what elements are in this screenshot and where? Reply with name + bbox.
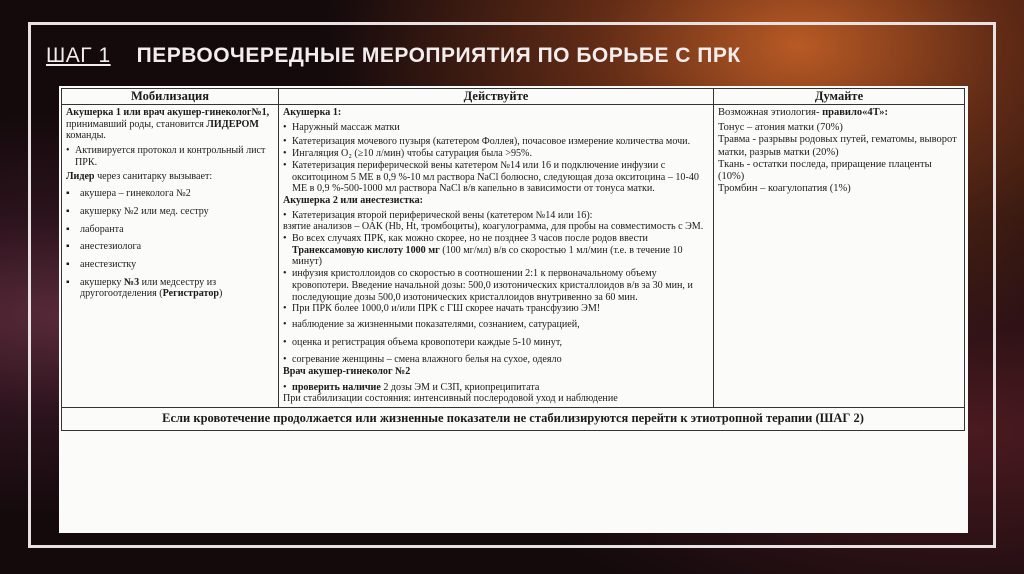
doctor2-heading: Врач акушер-гинеколог №2 [283, 366, 411, 378]
list-item: • инфузия кристоллоидов со скоростью в соотношении 2:1 к первоначальному объему кровопотери. Введение начальной дозы: 500,0 изотонических кристаллоидов в/в за 30 мин, и последующие дозы 500,0 изотонических кристаллоидов внутривенно за 60 мин. [283, 268, 709, 303]
table-footer: Если кровотечение продолжается или жизненные показатели не стабилизируются перейти к этиотропной терапии (ШАГ 2) [62, 408, 965, 431]
leader-line: Лидер через санитарку вызывает: [66, 170, 213, 182]
list-item: • Катетеризация периферической вены катетером №14 или 16 и подключение инфузии с окситоцином 5 МЕ в 0,9 %-10 мл раствора NaCl болюсно, следующая доза окситоцина – 10-40 МЕ в 0,9 %-500-1000 мл раствора NaCl в/в капельно в зависимости от тонуса матки. [283, 160, 709, 195]
list-item: • Катетеризация мочевого пузыря (катетером Фоллея), почасовое измерение количества мочи. [283, 136, 709, 148]
protocol-table [61, 88, 965, 431]
stabilization-text: При стабилизации состояния: интенсивный послеродовой уход и наблюдение [283, 393, 618, 405]
list-item: • наблюдение за жизненными показателями, сознанием, сатурацией, [283, 319, 709, 331]
list-item: • оценка и регистрация объема кровопотери каждые 5-10 минут, [283, 337, 709, 349]
slide-title-row [46, 41, 741, 71]
etiology-line: Тромбин – коагулопатия (1%) [718, 183, 851, 195]
list-item: ▪ анестезиолога [66, 241, 274, 253]
list-item: • Активируется протокол и контрольный лист ПРК. [66, 145, 274, 168]
actions-list [283, 233, 709, 366]
etiology-heading: Возможная этиология- правило«4Т»: [718, 107, 889, 118]
mobilize-intro: Акушерка 1 или врач акушер-гинеколог№1, принимавший роды, становится ЛИДЕРОМ команды. [66, 107, 270, 142]
list-item: • Наружный массаж матки [283, 122, 709, 134]
slide-title: ПЕРВООЧЕРЕДНЫЕ МЕРОПРИЯТИЯ ПО БОРЬБЕ С ПРК [136, 44, 741, 67]
etiology-line: Тонус – атония матки (70%) [718, 122, 843, 134]
list-item: • Во всех случаях ПРК, как можно скорее, но не позднее 3 часов после родов ввести Транексамовую кислоту 1000 мг (100 мг/мл) в/в со скоростью 1 мл/мин (т.е. в течение 10 минут) [283, 233, 709, 268]
call-list [66, 188, 274, 300]
list-item: • Катетеризация второй периферической вены (катетером №14 или 16): [283, 210, 709, 222]
header-think: Думайте [714, 89, 965, 105]
list-item: • Ингаляция O₂ (≥10 л/мин) чтобы сатурация была >95%. [283, 148, 709, 160]
labs-text: взятие анализов – ОАК (Hb, Ht, тромбоциты), коагулограмма, для пробы на совместимость с ЭМ. [283, 221, 704, 233]
list-item: ▪ акушерку №3 или медсестру из другогоотделения (Регистратор) [66, 277, 274, 300]
midwife1-list [283, 122, 709, 195]
list-item: ▪ акушера – гинеколога №2 [66, 188, 274, 200]
midwife2-heading: Акушерка 2 или анестезистка: [283, 194, 424, 206]
step-label: ШАГ 1 [46, 44, 111, 67]
list-item: • При ПРК более 1000,0 и/или ПРК с ГШ скорее начать трансфузию ЭМ! [283, 303, 709, 315]
list-item: • проверить наличие 2 дозы ЭМ и СЗП, криопреципитата [283, 382, 709, 394]
list-item: ▪ акушерку №2 или мед. сестру [66, 206, 274, 218]
etiology-line: Травма - разрывы родовых путей, гематомы, выворот матки, разрыв матки (20%) [718, 134, 957, 158]
list-item: • согревание женщины – смена влажного белья на сухое, одеяло [283, 354, 709, 366]
think-cell [714, 105, 965, 408]
list-item: ▪ анестезистку [66, 259, 274, 271]
midwife1-heading: Акушерка 1: [283, 107, 342, 118]
protocol-document [59, 86, 968, 533]
mobilize-cell [62, 105, 279, 408]
etiology-line: Ткань - остатки последа, приращение плаценты (10%) [718, 158, 932, 182]
header-act: Действуйте [279, 89, 714, 105]
header-mobilize: Мобилизация [62, 89, 279, 105]
act-cell [279, 105, 714, 408]
list-item: ▪ лаборанта [66, 224, 274, 236]
